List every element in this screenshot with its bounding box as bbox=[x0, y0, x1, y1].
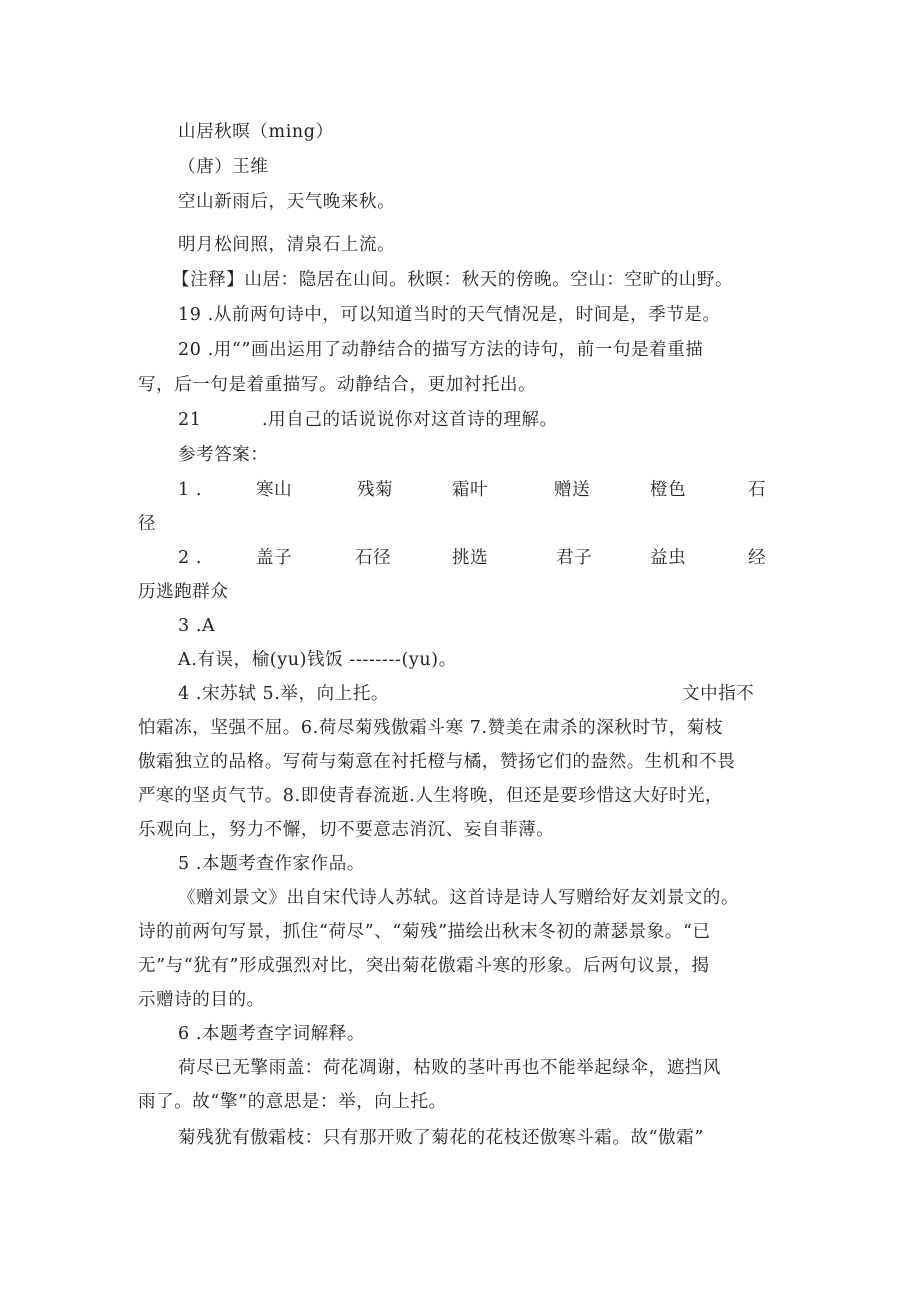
question-20-line-2: 写，后一句是着重描写。动静结合，更加衬托出。 bbox=[138, 375, 537, 395]
answer-1-word: 残菊 bbox=[357, 480, 394, 500]
answer-2-wrap: 历逃跑群众 bbox=[138, 582, 229, 602]
answer-4-line-4: 严寒的坚贞气节。8.即使青春流逝.人生将晚，但还是要珍惜这大好时光， bbox=[138, 786, 724, 806]
question-19: 19 .从前两句诗中，可以知道当时的天气情况是，时间是，季节是。 bbox=[178, 305, 721, 325]
poem-line-1: 空山新雨后，天气晚来秋。 bbox=[178, 192, 396, 212]
question-21-text: .用自己的话说说你对这首诗的理解。 bbox=[262, 410, 558, 430]
poem-note: 【注释】山居：隐居在山间。秋暝：秋天的傍晚。空山：空旷的山野。 bbox=[172, 270, 734, 290]
answer-1-row bbox=[178, 478, 766, 502]
answer-1-number: 1 . bbox=[178, 480, 203, 500]
poem-author: （唐）王维 bbox=[178, 157, 269, 177]
answer-3-detail: A.有误，榆(yu)钱饭 --------(yu)。 bbox=[178, 650, 457, 670]
answer-1-word: 橙色 bbox=[650, 480, 687, 500]
answer-6-paragraph-line-2: 雨了。故“擎”的意思是：举，向上托。 bbox=[138, 1092, 447, 1112]
answer-2-row bbox=[178, 546, 766, 570]
answer-2-word: 益虫 bbox=[650, 548, 687, 568]
poem-title: 山居秋暝（ming） bbox=[178, 122, 334, 142]
answer-1-word: 霜叶 bbox=[452, 480, 489, 500]
answer-1-word: 石 bbox=[748, 480, 767, 500]
answer-6-paragraph-line-1: 荷尽已无擎雨盖：荷花凋谢，枯败的茎叶再也不能举起绿伞，遮挡风 bbox=[178, 1058, 721, 1078]
answer-2-word: 挑选 bbox=[452, 548, 489, 568]
answer-6-paragraph-line-3: 菊残犹有傲霜枝：只有那开败了菊花的花枝还傲寒斗霜。故“傲霜” bbox=[178, 1128, 704, 1148]
answer-4-line-2: 怕霜冻，坚强不屈。6.荷尽菊残傲霜斗寒 7.赞美在肃杀的深秋时节，菊枝 bbox=[138, 718, 723, 738]
answer-3: 3 .A bbox=[178, 616, 216, 636]
answer-1-wrap: 径 bbox=[138, 514, 157, 534]
answer-2-word: 盖子 bbox=[256, 548, 293, 568]
answer-2-word: 君子 bbox=[556, 548, 593, 568]
answer-5-paragraph-line-3: 无”与“犹有”形成强烈对比，突出菊花傲霜斗寒的形象。后两句议景，揭 bbox=[138, 956, 710, 976]
answer-4-line-5: 乐观向上，努力不懈，切不要意志消沉、妄自菲薄。 bbox=[138, 820, 555, 840]
answer-5: 5 .本题考查作家作品。 bbox=[178, 854, 365, 874]
question-21-number: 21 bbox=[178, 410, 202, 430]
question-20-line-1: 20 .用“”画出运用了动静结合的描写方法的诗句，前一句是着重描 bbox=[178, 340, 704, 360]
answer-2-word: 石径 bbox=[355, 548, 392, 568]
answer-4-line-1-right: 文中指不 bbox=[682, 684, 755, 704]
answer-4-line-1: 4 .宋苏轼 5.举，向上托。 bbox=[178, 684, 390, 704]
answer-4-line-3: 傲霜独立的品格。写荷与菊意在衬托橙与橘，赞扬它们的盎然。生机和不畏 bbox=[138, 752, 736, 772]
answer-6: 6 .本题考查字词解释。 bbox=[178, 1024, 365, 1044]
answer-1-word: 寒山 bbox=[256, 480, 293, 500]
answer-5-paragraph-line-2: 诗的前两句写景，抓住“荷尽”、“菊残”描绘出秋末冬初的萧瑟景象。“已 bbox=[138, 922, 711, 942]
poem-line-2: 明月松间照，清泉石上流。 bbox=[178, 235, 396, 255]
answer-2-word: 经 bbox=[748, 548, 767, 568]
answer-5-paragraph-line-4: 示赠诗的目的。 bbox=[138, 990, 265, 1010]
answer-1-word: 赠送 bbox=[554, 480, 591, 500]
answer-2-number: 2 . bbox=[178, 548, 203, 568]
answers-heading: 参考答案： bbox=[178, 445, 269, 465]
answer-5-paragraph-line-1: 《赠刘景文》出自宋代诗人苏轼。这首诗是诗人写赠给好友刘景文的。 bbox=[178, 888, 740, 908]
